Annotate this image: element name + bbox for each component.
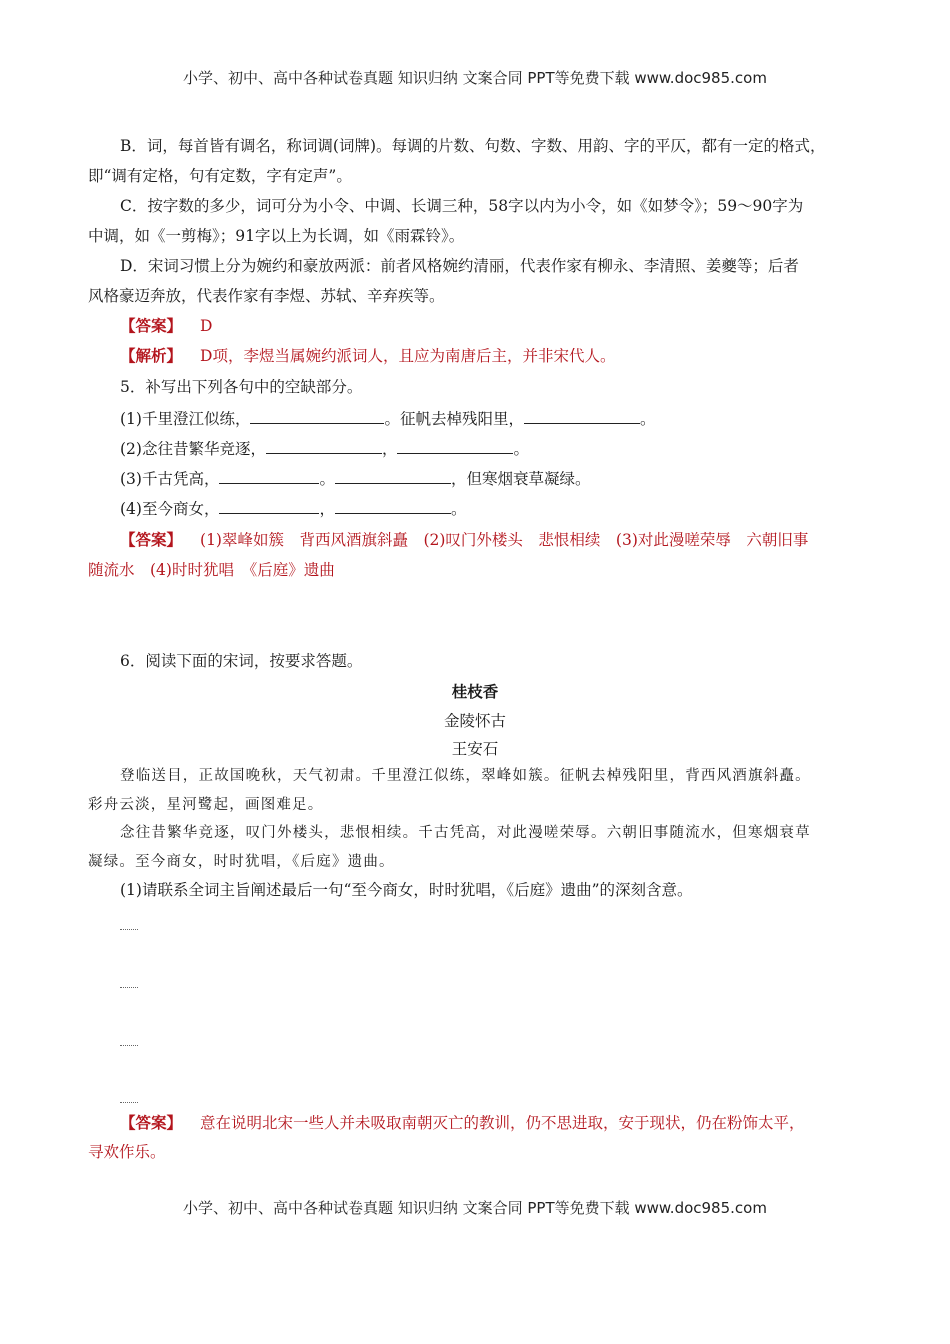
- answer-label: 【答案】: [120, 316, 183, 335]
- q5-line4-text-c: 。: [450, 500, 467, 518]
- analysis-label: 【解析】: [120, 346, 183, 365]
- option-b-line1: B．词，每首皆有调名，称词调(词牌)。每调的片数、句数、字数、用韵、字的平仄，都有一定的格式，: [120, 137, 826, 155]
- q5-line2-text-a: (2)念往昔繁华竞逐，: [120, 440, 266, 458]
- q5-line2: [120, 439, 529, 459]
- option-b-line2: 即“调有定格，句有定数，字有定声”。: [88, 167, 352, 185]
- q5-line3-text-b: 。: [319, 470, 335, 488]
- q5-stem: 5．补写出下列各句中的空缺部分。: [120, 378, 363, 396]
- fill-blank[interactable]: [219, 469, 319, 484]
- q4-answer: [120, 316, 212, 336]
- q5-line3-text-c: ，但寒烟衰草凝绿。: [450, 470, 591, 488]
- fill-blank[interactable]: [266, 439, 382, 454]
- q5-line4: [120, 499, 467, 519]
- poem-stanza2-line2: 凝绿。至今商女，时时犹唱，《后庭》遗曲。: [88, 854, 395, 870]
- q6-answer: [120, 1113, 805, 1133]
- answer-line[interactable]: [120, 1101, 138, 1103]
- q5-line3-text-a: (3)千古凭高，: [120, 470, 220, 488]
- answer-label: 【答案】: [120, 530, 183, 549]
- answer-text: D: [200, 317, 213, 335]
- option-c-line2: 中调，如《一剪梅》；91字以上为长调，如《雨霖铃》。: [88, 227, 465, 245]
- answer-text-line2: 寻欢作乐。: [88, 1143, 166, 1161]
- answer-text-line1: (1)翠峰如簇 背西风酒旗斜矗 (2)叹门外楼头 悲恨相续 (3)对此漫嗟荣辱 六朝旧事: [200, 531, 809, 549]
- q5-line1: [120, 409, 656, 429]
- answer-text-line2: 随流水 (4)时时犹唱 《后庭》遗曲: [88, 561, 335, 579]
- q5-line2-text-c: 。: [513, 440, 529, 458]
- option-d-line1: D．宋词习惯上分为婉约和豪放两派：前者风格婉约清丽，代表作家有柳永、李清照、姜夔等；后者: [120, 257, 799, 275]
- poem-stanza1-line1: 登临送目，正故国晚秋，天气初肃。千里澄江似练，翠峰如簇。征帆去棹残阳里，背西风酒旗斜矗。: [120, 768, 811, 784]
- q5-line4-text-a: (4)至今商女，: [120, 500, 220, 518]
- fill-blank[interactable]: [219, 499, 319, 514]
- q5-line1-text-c: 。: [639, 410, 656, 428]
- poem-stanza1-line2: 彩舟云淡，星河鹭起，画图难足。: [88, 797, 324, 813]
- fill-blank[interactable]: [524, 409, 640, 424]
- fill-blank[interactable]: [397, 439, 513, 454]
- fill-blank[interactable]: [335, 469, 451, 484]
- q5-line3: [120, 469, 591, 489]
- option-d-line2: 风格豪迈奔放，代表作家有李煜、苏轼、辛弃疾等。: [88, 287, 445, 305]
- answer-line[interactable]: [120, 1044, 138, 1046]
- q6-stem: 6．阅读下面的宋词，按要求答题。: [120, 652, 363, 670]
- analysis-text: D项，李煜当属婉约派词人，且应为南唐后主，并非宋代人。: [200, 347, 616, 365]
- fill-blank[interactable]: [250, 409, 384, 424]
- q5-line1-text-b: 。征帆去棹残阳里，: [384, 410, 524, 428]
- q5-answer: [120, 530, 808, 550]
- answer-text-line1: 意在说明北宋一些人并未吸取南朝灭亡的教训，仍不思进取，安于现状，仍在粉饰太平，: [200, 1114, 805, 1132]
- answer-line[interactable]: [120, 986, 138, 988]
- q5-line4-text-b: ，: [319, 500, 335, 518]
- fill-blank[interactable]: [335, 499, 451, 514]
- page-header: 小学、初中、高中各种试卷真题 知识归纳 文案合同 PPT等免费下载 www.doc985.com: [183, 69, 767, 87]
- answer-line[interactable]: [120, 928, 138, 930]
- option-c-line1: C．按字数的多少，词可分为小令、中调、长调三种，58字以内为小令，如《如梦令》；59～90字为: [120, 197, 804, 215]
- poem-author: 王安石: [451, 740, 499, 758]
- poem-subtitle: 金陵怀古: [443, 712, 506, 730]
- page-footer: 小学、初中、高中各种试卷真题 知识归纳 文案合同 PPT等免费下载 www.doc985.com: [183, 1199, 767, 1217]
- answer-label: 【答案】: [120, 1113, 183, 1132]
- q5-line2-text-b: ，: [381, 440, 398, 458]
- q4-analysis: [120, 346, 615, 366]
- poem-stanza2-line1: 念往昔繁华竞逐，叹门外楼头，悲恨相续。千古凭高，对此漫嗟荣辱。六朝旧事随流水，但寒烟衰草: [120, 825, 811, 841]
- poem-title: 桂枝香: [451, 683, 499, 701]
- q6-subquestion-1: (1)请联系全词主旨阐述最后一句“至今商女，时时犹唱，《后庭》遗曲”的深刻含意。: [120, 881, 693, 899]
- q5-line1-text-a: (1)千里澄江似练，: [120, 410, 251, 428]
